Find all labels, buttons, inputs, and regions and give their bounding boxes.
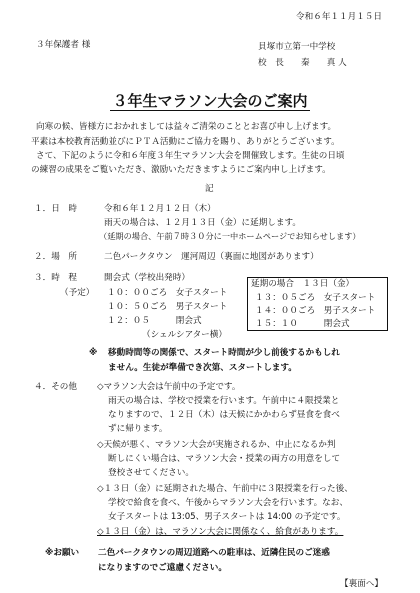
postponed-heading: 延期の場合 １３日（金） (251, 279, 355, 289)
recipient: ３年保護者 様 (36, 40, 91, 50)
other-line: 学校で給食を食べ、午後からマラソン大会を行います。なお、 (108, 498, 348, 508)
greeting-line-3: さて、下記のように令和６年度３年生マラソン大会を開催致します。生徒の日頃 (36, 151, 345, 161)
other-label: ４．その他 (34, 382, 77, 392)
request-line: になりますのでご遠慮ください。 (98, 563, 227, 573)
caution-line: 移動時間等の関係で、スタート時間が少し前後するかもしれ (108, 348, 340, 358)
page-title: ３年生マラソン大会のご案内 (112, 92, 308, 110)
schedule-item: １２：０５ 閉会式 (107, 316, 202, 326)
greeting-line-1: 向寒の候、皆様方におかれましては益々ご清栄のこととお喜び申し上げます。 (36, 122, 337, 132)
other-line: なりますので、１２日（木）は天候にかかわらず昼食を食べ (108, 410, 340, 420)
other-line: ずに帰ります。 (108, 424, 168, 434)
schedule-item: （シェルシアター横） (142, 330, 227, 340)
ki-heading: 記 (205, 184, 214, 194)
footer-next-page: 【裏面へ】 (340, 579, 383, 589)
place-label: ２．場 所 (34, 252, 77, 262)
postponed-item: １３：０５ごろ 女子スタート (255, 293, 376, 303)
document-date: 令和６年１１月１５日 (296, 12, 382, 22)
principal-name: 校 長 秦 真 人 (258, 58, 347, 68)
schedule-yotei: （予定） (60, 288, 95, 298)
schedule-label: ３．時 程 (34, 273, 77, 283)
other-line: ◇１３日（金）は、マラソン大会に関係なく、給食があります。 (97, 527, 344, 537)
other-line: ◇天候が悪く、マラソン大会が実施されるか、中止になるか判 (97, 440, 336, 450)
postponed-item: １４：００ごろ 男子スタート (255, 306, 376, 316)
other-line: ◇マラソン大会は午前中の予定です。 (97, 382, 241, 392)
place-text: 二色パークタウン 運河周辺（裏面に地図があります） (104, 252, 319, 262)
datetime-rain: 雨天の場合は、１２月１３日（金）に延期します。 (104, 218, 301, 228)
datetime-label: １．日 時 (34, 204, 77, 214)
request-line: 二色パークタウンの周辺道路への駐車は、近隣住民のご迷惑 (98, 548, 330, 558)
datetime-main: 令和６年１２月１２日（木） (104, 204, 216, 214)
other-line: 雨天の場合は、学校で授業を行います。午前中に４限授業と (108, 396, 340, 406)
school-name: 貝塚市立第一中学校 (258, 42, 336, 52)
postponed-item: １５：１０ 閉会式 (255, 319, 350, 329)
request-label: ※お願い (45, 548, 80, 558)
greeting-line-4: の練習の成果をご覧いただき、激励いただきますようにご案内申し上げます。 (31, 165, 331, 175)
schedule-opening: 開会式（学校出発時） (104, 273, 190, 283)
greeting-line-2: 平素は本校教育活動並びにＰＴＡ活動にご協力を賜り、ありがとうございます。 (31, 137, 340, 147)
caution-line: ません。生徒が準備でき次第、スタートします。 (108, 363, 297, 373)
caution-mark: ※ (89, 348, 98, 358)
other-line: ◇１３日（金）に延期された場合、午前中に３限授業を行った後、 (97, 484, 353, 494)
schedule-item: １０：００ごろ 女子スタート (107, 288, 228, 298)
other-line: 断しにくい場合は、マラソン大会・授業の両方の用意をして (108, 454, 341, 464)
datetime-note: （延期の場合、午前７時３０分に一中ホームページでお知らせします） (99, 231, 361, 241)
other-line: 登校させてください。 (108, 468, 194, 478)
other-line: 女子スタートは 13:05、男子スタートは 14:00 の予定です。 (108, 512, 346, 522)
schedule-item: １０：５０ごろ 男子スタート (107, 302, 228, 312)
